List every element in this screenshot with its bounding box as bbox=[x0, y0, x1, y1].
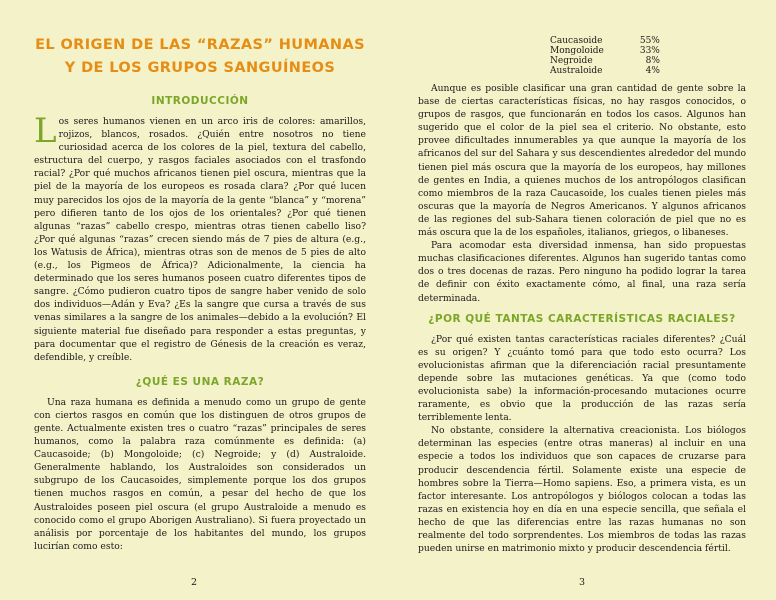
intro-text: os seres humanos vienen en un arco iris de colores: amarillos, rojizos, blancos, rosados. ¿Quién entre nosotros no tiene curiosidad acerca de los colores de la piel, textura del cabello, estructura del cuerpo, y rasgos faciales asociados con el trasfondo racial? ¿Por qué muchos africanos tienen piel oscura, mientras que la piel de la mayoría de los europeos es rosada clara? ¿Por qué lucen muy parecidos los ojos de la mayoría de la gente “blanca” y “morena” pero difieren tanto de los ojos de los orientales? ¿Por qué tienen algunas “razas” cabello crespo, mientras otras tienen cabello liso? ¿Por qué algunas “razas” crecen siendo más de 7 pies de altura (e.g., los Watusis de África), mientras otras son de menos de 5 pies de alto (e.g., los Pigmeos de África)? Adicionalmente, la ciencia ha determinado que los seres humanos poseen cuatro diferentes tipos de sangre. ¿Cómo pudieron cuatro tipos de sangre haber venido de solo dos individuos—Adán y Eva? ¿Es la sangre que cursa a través de sus venas similares a la sangre de los animales—debido a la evolución? El siguiente material fue diseñado para responder a estas preguntas, y para documentar que el registro de Génesis de la creación es veraz, defendible, y creíble. bbox=[34, 116, 366, 363]
table-row bbox=[550, 36, 660, 46]
right-page bbox=[388, 0, 776, 600]
race-percent: 33% bbox=[639, 46, 660, 56]
drop-cap: L bbox=[34, 111, 57, 151]
race-name: Negroide bbox=[550, 56, 593, 66]
chapter-title bbox=[34, 34, 366, 80]
table-row bbox=[550, 56, 660, 66]
race-name: Caucasoide bbox=[550, 36, 603, 46]
chapter-title-line1: EL ORIGEN DE LAS “RAZAS” HUMANAS bbox=[35, 37, 365, 53]
table-row bbox=[550, 66, 660, 76]
race-percent: 4% bbox=[645, 66, 660, 76]
why-heading: ¿POR QUÉ TANTAS CARACTERÍSTICAS RACIALES? bbox=[428, 312, 736, 325]
intro-heading: INTRODUCCIÓN bbox=[151, 95, 249, 107]
body-paragraph-2: Para acomodar esta diversidad inmensa, han sido propuestas muchas clasificaciones diferentes. Algunos han sugerido tantas como dos o tres docenas de razas. Pero ninguno ha podido lograr la tarea de definir con éxito exactamente cómo, al final, una raza sería determinada. bbox=[418, 240, 746, 304]
race-percentage-table bbox=[550, 36, 660, 76]
race-name: Mongoloide bbox=[550, 46, 604, 56]
race-heading: ¿QUÉ ES UNA RAZA? bbox=[135, 375, 265, 388]
race-percent: 8% bbox=[645, 56, 660, 66]
table-row bbox=[550, 46, 660, 56]
chapter-title-line2: Y DE LOS GRUPOS SANGUÍNEOS bbox=[64, 60, 336, 76]
race-name: Australoide bbox=[550, 66, 603, 76]
race-percent: 55% bbox=[639, 36, 660, 46]
page-number-left: 2 bbox=[190, 577, 198, 588]
page-number-right: 3 bbox=[578, 577, 586, 588]
intro-paragraph bbox=[34, 111, 366, 364]
body-paragraph-4: No obstante, considere la alternativa creacionista. Los biólogos determinan las especies (entre otras maneras) al incluir en una especie a todos los individuos que son capaces de cruzarse para producir descendencia fértil. Solamente existe una especie de hombres sobre la Tierra—Homo sapiens. Eso, a primera vista, es un factor interesante. Los antropólogos y biólogos colocan a todas las razas en existencia hoy en día en una especie sencilla, que señala el hecho de que las diferencias entre las razas humanas no son realmente del todo sorprendentes. Los miembros de todas las razas pueden unirse en matrimonio mixto y producir descendencia fértil. bbox=[418, 425, 746, 555]
race-paragraph: Una raza humana es definida a menudo como un grupo de gente con ciertos rasgos en común que los distinguen de otros grupos de gente. Actualmente existen tres o cuatro “razas” principales de seres humanos, como la palabra raza comúnmente es definida: (a) Caucasoide; (b) Mongoloide; (c) Negroide; y (d) Australoide. Generalmente hablando, los Australoides son considerados un subgrupo de los Caucasoides, simplemente porque los dos grupos tienen muchos rasgos en común, a pesar del hecho de que los Australoides poseen piel oscura (el grupo Australoide a menudo es conocido como el grupo Aborigen Australiano). Si fuera proyectado un análisis por porcentaje de los habitantes del mundo, los grupos lucirían como esto: bbox=[34, 396, 366, 552]
body-paragraph-1: Aunque es posible clasificar una gran cantidad de gente sobre la base de ciertas características físicas, no hay rasgos conocidos, o grupos de rasgos, que funcionarán en todos los casos. Algunos han sugerido que el color de la piel sea el criterio. No obstante, esto provee dificultades innumerables ya que aunque la mayoría de los africanos del sur del Sahara y sus descendientes alrededor del mundo tienen piel más oscura que la mayoría de los europeos, hay millones de gentes en India, a quienes muchos de los antropólogos clasifican como miembros de la raza Caucasoide, los cuales tienen pieles más oscuras que la mayoría de Negros Americanos. Y algunos africanos de las regiones del sub-Sahara tienen coloración de piel que no es más oscura que la de los españoles, italianos, griegos, o libaneses. bbox=[418, 83, 746, 239]
body-paragraph-3: ¿Por qué existen tantas características raciales diferentes? ¿Cuál es su origen? Y ¿cuánto tomó para que todo esto ocurra? Los evolucionistas afirman que la diferenciación racial presuntamente depende sobre las mutaciones genéticas. Ya que (como todo evolucionista sabe) la información-procesando mutaciones ocurre raramente, es obvio que la producción de las razas sería terriblemente lenta. bbox=[418, 333, 746, 424]
